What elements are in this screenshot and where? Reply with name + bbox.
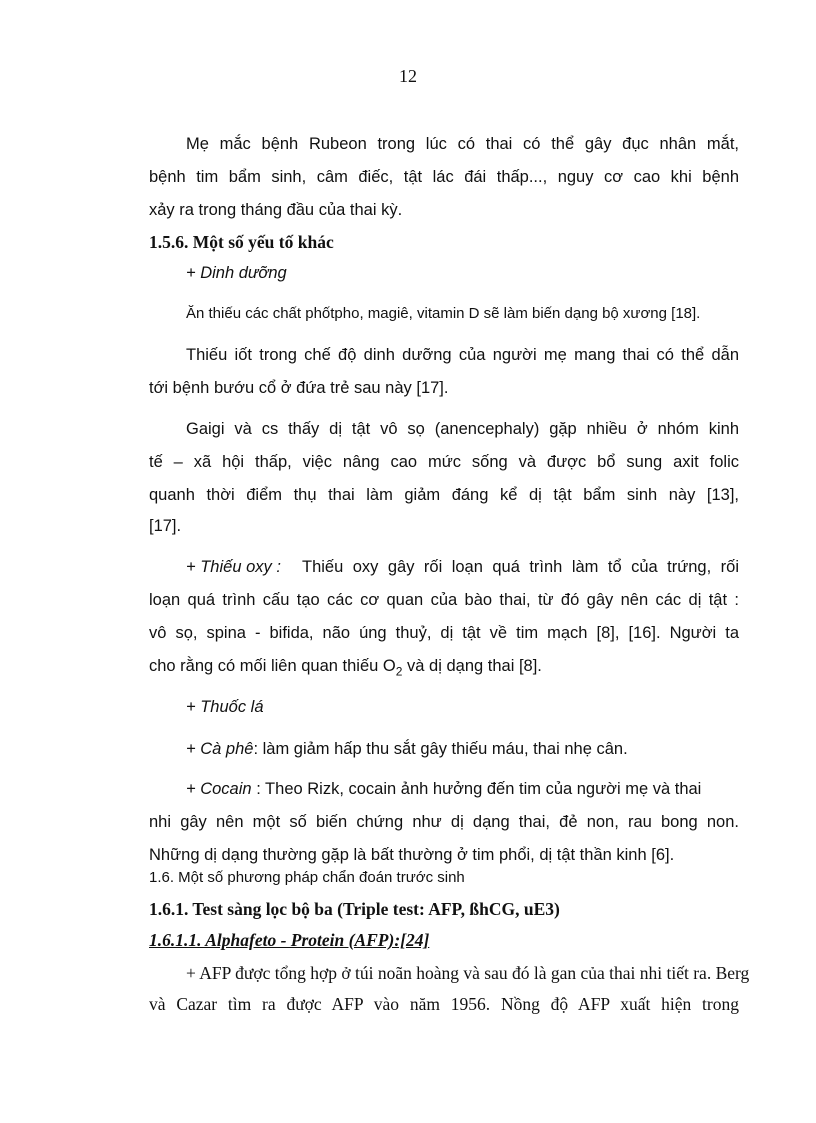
section-heading: 1.5.6. Một số yếu tố khác [149,232,334,252]
paragraph-line: Gaigi và cs thấy dị tật vô sọ (anencephaly) gặp nhiều ở nhóm kinh [186,420,739,438]
line-text: cho rằng có mối liên quan thiếu O [149,657,396,675]
paragraph-line: Mẹ mắc bệnh Rubeon trong lúc có thai có thể gây đục nhân mắt, [186,135,739,153]
paragraph-line: nhi gây nên một số biến chứng như dị dạng thai, đẻ non, rau bong non. [149,813,739,831]
paragraph-line: Ăn thiếu các chất phốtpho, magiê, vitamin D sẽ làm biến dạng bộ xương [18]. [186,305,701,322]
line-text: : Theo Rizk, cocain ảnh hưởng đến tim của người mẹ và thai [256,780,702,798]
subscript: 2 [395,664,403,679]
paragraph-line: loạn quá trình cấu tạo các cơ quan của bào thai, từ đó gây nên các dị tật : [149,591,739,609]
subheading: + Dinh dưỡng [186,264,287,282]
subsection-heading: 1.6.1.1. Alphafeto - Protein (AFP):[24] [149,930,430,950]
subheading: + Cà phê [186,740,254,758]
section-heading [149,898,560,920]
paragraph-line: Thiếu oxy gây rối loạn quá trình làm tổ của trứng, rối [302,558,739,576]
paragraph-line: Thiếu iốt trong chế độ dinh dưỡng của người mẹ mang thai có thể dẫn [186,346,739,364]
paragraph-line: + AFP được tổng hợp ở túi noãn hoàng và sau đó là gan của thai nhi tiết ra. Berg [186,963,750,983]
paragraph-line: quanh thời điểm thụ thai làm giảm đáng kể dị tật bẩm sinh này [13], [149,486,739,504]
subheading: + Thuốc lá [186,698,264,716]
paragraph-line: bệnh tim bẩm sinh, câm điếc, tật lác đái thấp..., nguy cơ cao khi bệnh [149,168,739,186]
paragraph-line: [17]. [149,517,182,535]
paragraph-line [149,655,542,682]
paragraph-line [186,778,739,800]
paragraph-line: tới bệnh bướu cổ ở đứa trẻ sau này [17]. [149,379,449,397]
heading-text: 1.6.1. Test sàng lọc bộ ba [149,899,333,919]
subheading: + Thiếu oxy : [186,558,281,576]
paragraph-line: vô sọ, spina - bifida, não úng thuỷ, dị tật về tim mạch [8], [16]. Người ta [149,624,739,642]
heading-text: (Triple test: AFP, ßhCG, uE3) [337,899,560,919]
line-text: : làm giảm hấp thu sắt gây thiếu máu, thai nhẹ cân. [253,740,628,758]
subheading: + Cocain [186,780,252,798]
paragraph-line: xảy ra trong tháng đầu của thai kỳ. [149,201,403,219]
paragraph-line: tế – xã hội thấp, việc nâng cao mức sống và được bổ sung axit folic [149,453,739,471]
paragraph-line: Những dị dạng thường gặp là bất thường ở tim phổi, dị tật thần kinh [6]. [149,846,675,864]
paragraph-line [186,738,628,760]
line-text: và dị dạng thai [8]. [407,657,542,675]
paragraph-line: và Cazar tìm ra được AFP vào năm 1956. Nồng độ AFP xuất hiện trong [149,994,739,1014]
section-heading: 1.6. Một số phương pháp chẩn đoán trước sinh [149,869,465,886]
page-number: 12 [399,66,417,86]
